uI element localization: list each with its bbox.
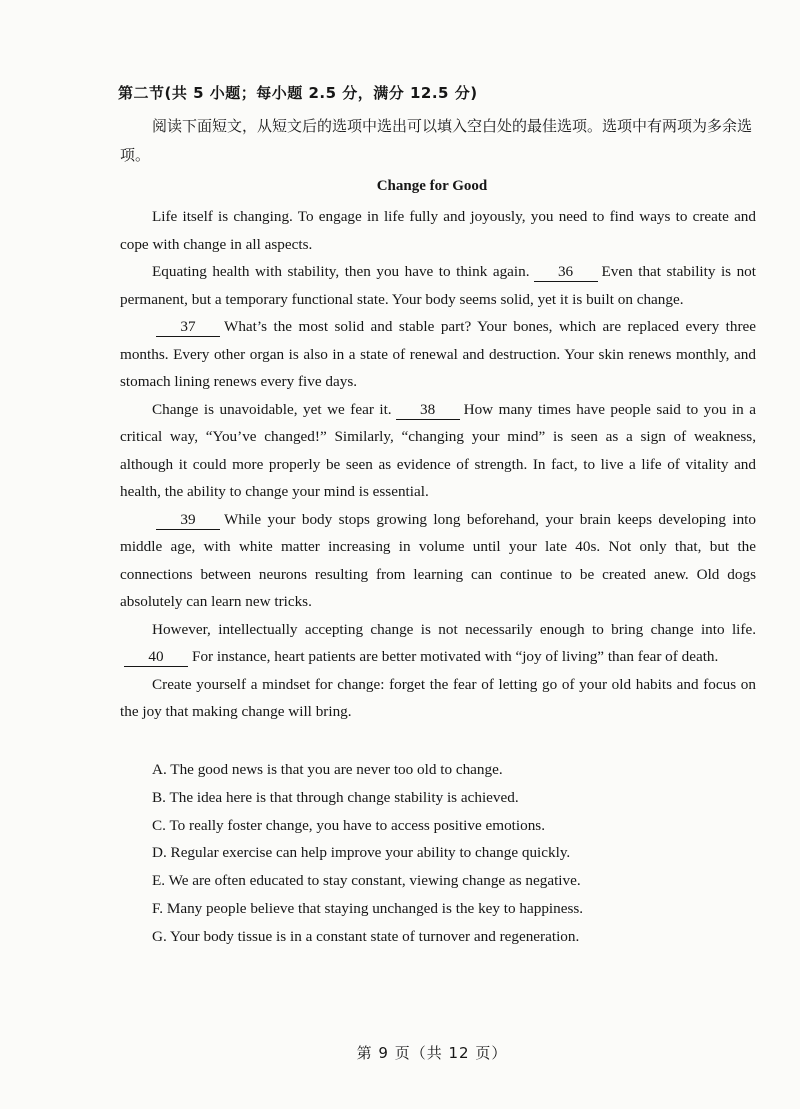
blank-36: 36 — [534, 263, 598, 282]
option-e: E. We are often educated to stay constant, viewing change as negative. — [152, 872, 581, 890]
blank-39: 39 — [156, 511, 220, 530]
blank-37: 37 — [156, 318, 220, 337]
option-d: D. Regular exercise can help improve your ability to change quickly. — [152, 844, 571, 862]
paragraph-text: Even that stability is not permanent, but a temporary functional state. Your body seems solid, yet it is built on change. — [120, 263, 756, 308]
paragraph-text: For instance, heart patients are better motivated with “joy of living” than fear of death. — [192, 648, 719, 665]
paragraph — [120, 258, 756, 313]
option-f: F. Many people believe that staying unchanged is the key to happiness. — [152, 899, 584, 917]
paragraph — [120, 506, 756, 616]
paragraph-text: Change is unavoidable, yet we fear it. — [152, 400, 392, 418]
paragraph-text: How many times have people said to you in a critical way, “You’ve changed!” Similarly, “changing your mind” is seen as a sign of weakness, although it could more properly be seen as evidence of strength. In fact, to live a life of vitality and health, the ability to change your mind is essential. — [120, 400, 756, 500]
option-a: A. The good news is that you are never too old to change. — [152, 761, 503, 778]
paragraph — [120, 616, 756, 671]
paragraph-text: While your body stops growing long beforehand, your brain keeps developing into middle age, with white matter increasing in volume until your late 40s. Not only that, but the connections between neurons resulting from learning can continue to be created anew. Old dogs absolutely can learn new tricks. — [120, 510, 756, 610]
paragraph — [120, 396, 756, 506]
paragraph — [120, 671, 756, 726]
paragraph — [120, 203, 756, 258]
page-number: 第 9 页（共 12 页） — [356, 1044, 508, 1062]
paragraph-text: Life itself is changing. To engage in life fully and joyously, you need to find ways to create and cope with change in all aspects. — [120, 208, 756, 253]
option-c: C. To really foster change, you have to access positive emotions. — [152, 816, 546, 834]
section-header: 第二节(共 5 小题；每小题 2.5 分，满分 12.5 分) — [118, 84, 478, 102]
paragraph — [120, 313, 756, 396]
blank-38: 38 — [396, 401, 460, 420]
blank-40: 40 — [124, 648, 188, 667]
paragraph-text: Create yourself a mindset for change: forget the fear of letting go of your old habits and focus on the joy that making change will bring. — [120, 675, 756, 720]
passage-title: Change for Good — [376, 178, 488, 194]
answer-options — [152, 756, 752, 951]
option-b: B. The idea here is that through change stability is achieved. — [152, 788, 519, 806]
instructions: 阅读下面短文，从短文后的选项中选出可以填入空白处的最佳选项。选项中有两项为多余选项。 — [120, 117, 753, 164]
option-g: G. Your body tissue is in a constant state of turnover and regeneration. — [152, 927, 580, 945]
passage — [120, 203, 756, 726]
paragraph-text: Equating health with stability, then you have to think again. — [152, 263, 530, 280]
paragraph-text: What’s the most solid and stable part? Your bones, which are replaced every three months. Every other organ is also in a state of renewal and destruction. Your skin renews monthly, and stomach lining renews every five days. — [120, 318, 756, 390]
paragraph-text: However, intellectually accepting change is not necessarily enough to bring change into life. — [152, 620, 756, 638]
